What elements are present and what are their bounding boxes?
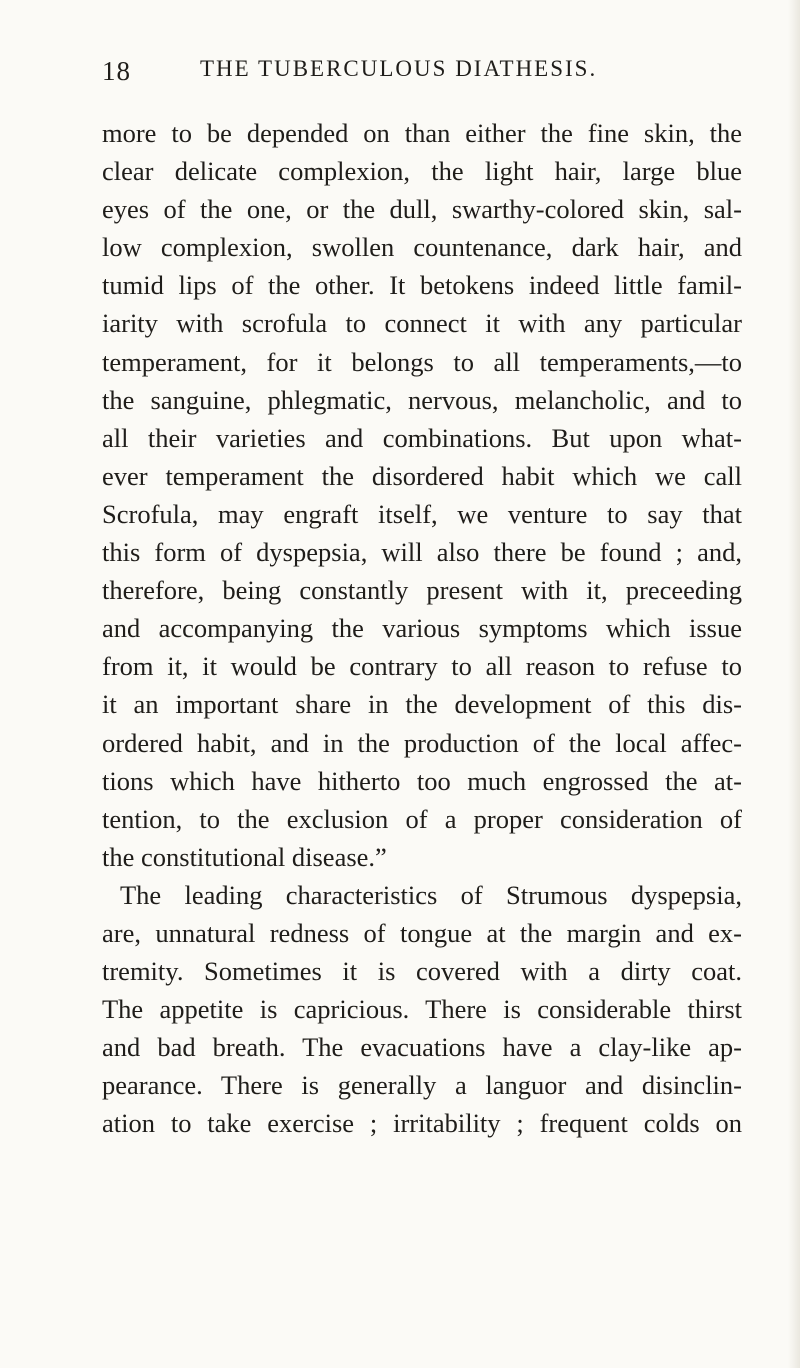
text-line: tumid lips of the other. It betokens indeed little famil- (102, 270, 742, 301)
text-line: the sanguine, phlegmatic, nervous, melancholic, and to (102, 384, 742, 415)
text-line: therefore, being constantly present with it, preceeding (102, 575, 742, 606)
text-line: pearance. There is generally a languor and disinclin- (102, 1070, 742, 1101)
page-number: 18 (102, 56, 131, 86)
text-line: eyes of the one, or the dull, swarthy-colored skin, sal- (102, 194, 742, 225)
page-edge-shadow (788, 0, 800, 1368)
text-line: this form of dyspepsia, will also there be found ; and, (102, 537, 742, 568)
text-line: from it, it would be contrary to all reason to refuse to (102, 651, 742, 682)
text-line: tremity. Sometimes it is covered with a dirty coat. (102, 956, 742, 987)
text-line: Scrofula, may engraft itself, we venture to say that (102, 498, 742, 529)
text-line: are, unnatural redness of tongue at the margin and ex- (102, 917, 742, 948)
text-line: low complexion, swollen countenance, dark hair, and (102, 232, 742, 263)
text-line: The leading characteristics of Strumous dyspepsia, (120, 879, 742, 910)
text-line: more to be depended on than either the fine skin, the (102, 118, 742, 148)
text-line: tions which have hitherto too much engrossed the at- (102, 765, 742, 796)
text-line: and accompanying the various symptoms which issue (102, 613, 742, 644)
body-text (102, 114, 742, 1143)
text-line: tention, to the exclusion of a proper consideration of (102, 803, 742, 834)
text-line: and bad breath. The evacuations have a clay-like ap- (102, 1032, 742, 1063)
text-line: all their varieties and combinations. But upon what- (102, 422, 742, 453)
text-line: ever temperament the disordered habit which we call (102, 460, 742, 491)
text-line: the constitutional disease.” (102, 841, 387, 872)
running-title: THE TUBERCULOUS DIATHESIS. (200, 56, 598, 81)
text-line: ordered habit, and in the production of the local affec- (102, 727, 742, 758)
text-line: The appetite is capricious. There is considerable thirst (102, 994, 742, 1025)
text-line: it an important share in the development of this dis- (102, 689, 742, 720)
text-line: temperament, for it belongs to all temperaments,—to (102, 346, 742, 377)
text-line: iarity with scrofula to connect it with any particular (102, 308, 742, 339)
running-head (102, 56, 742, 86)
text-line: ation to take exercise ; irritability ; frequent colds on (102, 1108, 742, 1139)
text-line: clear delicate complexion, the light hair, large blue (102, 156, 742, 187)
